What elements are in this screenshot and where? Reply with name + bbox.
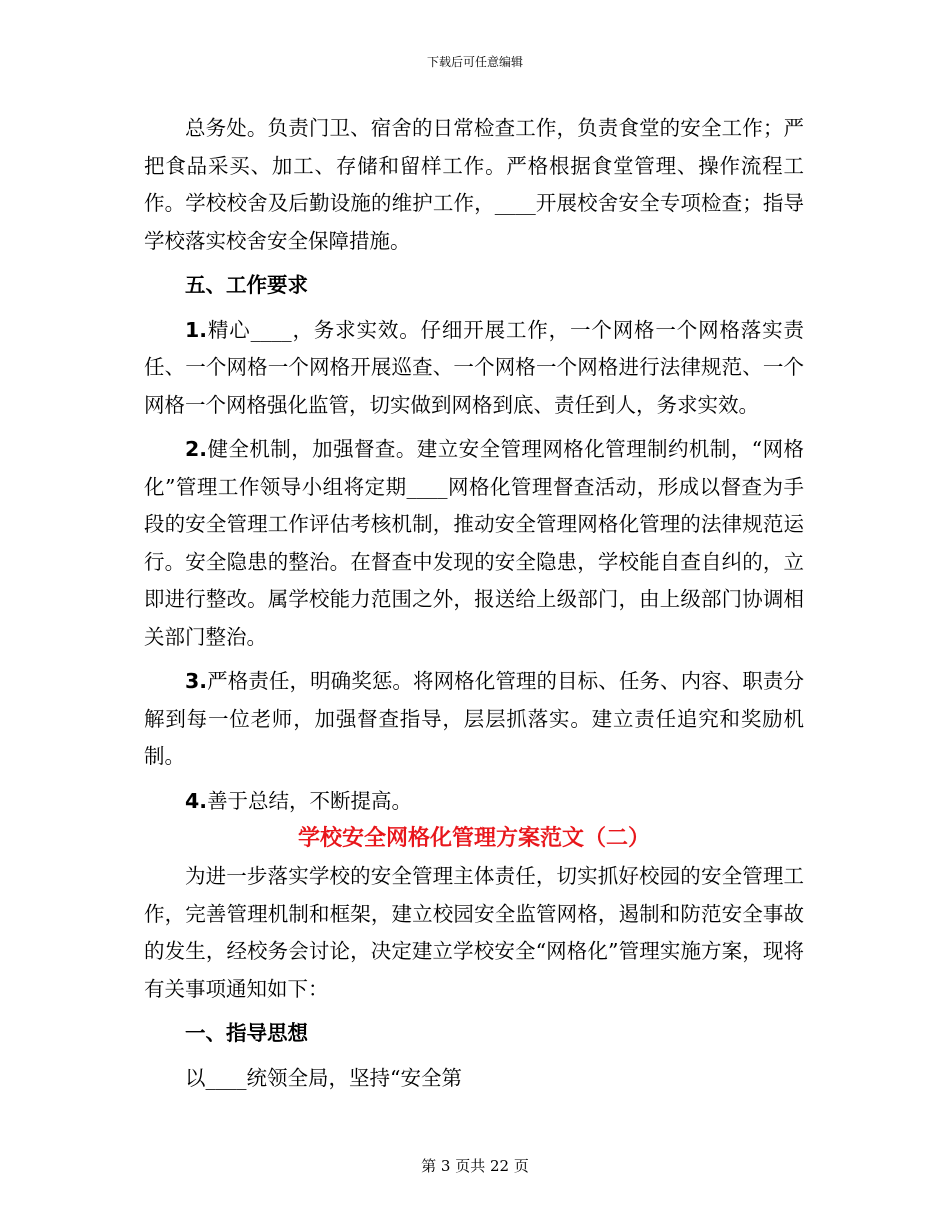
list-item-text: 健全机制，加强督查。建立安全管理网格化管理制约机制，“网格化”管理工作领导小组将定期____网格化管理督查活动，形成以督查为手段的安全管理工作评估考核机制，推动安全管理网格化管理的法律规范运行。安全隐患的整治。在督查中发现的安全隐患，学校能自查自纠的，立即进行整改。属学校能力范围之外，报送给上级部门，由上级部门协调相关部门整治。 [144,437,804,649]
list-item-4 [144,783,804,821]
list-item-1 [144,312,804,425]
list-item-3 [144,663,804,776]
document-body [144,110,804,1097]
paragraph-intro: 为进一步落实学校的安全管理主体责任，切实抓好校园的安全管理工作，完善管理机制和框架，建立校园安全监管网格，遏制和防范安全事故的发生，经校务会讨论，决定建立学校安全“网格化”管理实施方案，现将有关事项通知如下： [144,864,804,1001]
list-item-number: 3. [185,669,208,693]
list-item-number: 4. [185,788,208,813]
section-heading-work-requirements: 五、工作要求 [185,273,308,297]
list-item-text: 善于总结，不断提高。 [207,788,413,813]
section-heading-guiding-ideology: 一、指导思想 [185,1021,308,1045]
paragraph-guiding-ideology: 以____统领全局，坚持“安全第 [185,1065,462,1090]
list-item-number: 2. [185,437,208,461]
list-item-text: 精心____，务求实效。仔细开展工作，一个网格一个网格落实责任、一个网格一个网格开展巡查、一个网格一个网格进行法律规范、一个网格一个网格强化监管，切实做到网格到底、责任到人，务求实效。 [144,317,804,417]
list-item-number: 1. [185,317,208,342]
page-footer: 第 3 页共 22 页 [421,1157,529,1175]
list-item-2 [144,431,804,656]
paragraph-logistics: 总务处。负责门卫、宿舍的日常检查工作，负责食堂的安全工作；严把食品采买、加工、存储和留样工作。严格根据食堂管理、操作流程工作。学校校舍及后勤设施的维护工作，____开展校舍安全专项检查；指导学校落实校舍安全保障措施。 [144,116,804,253]
list-item-text: 严格责任，明确奖惩。将网格化管理的目标、任务、内容、职责分解到每一位老师，加强督查指导，层层抓落实。建立责任追究和奖励机制。 [144,669,804,768]
page-header: 下载后可任意编辑 [426,55,523,69]
article-title: 学校安全网格化管理方案范文（二） [297,826,650,851]
